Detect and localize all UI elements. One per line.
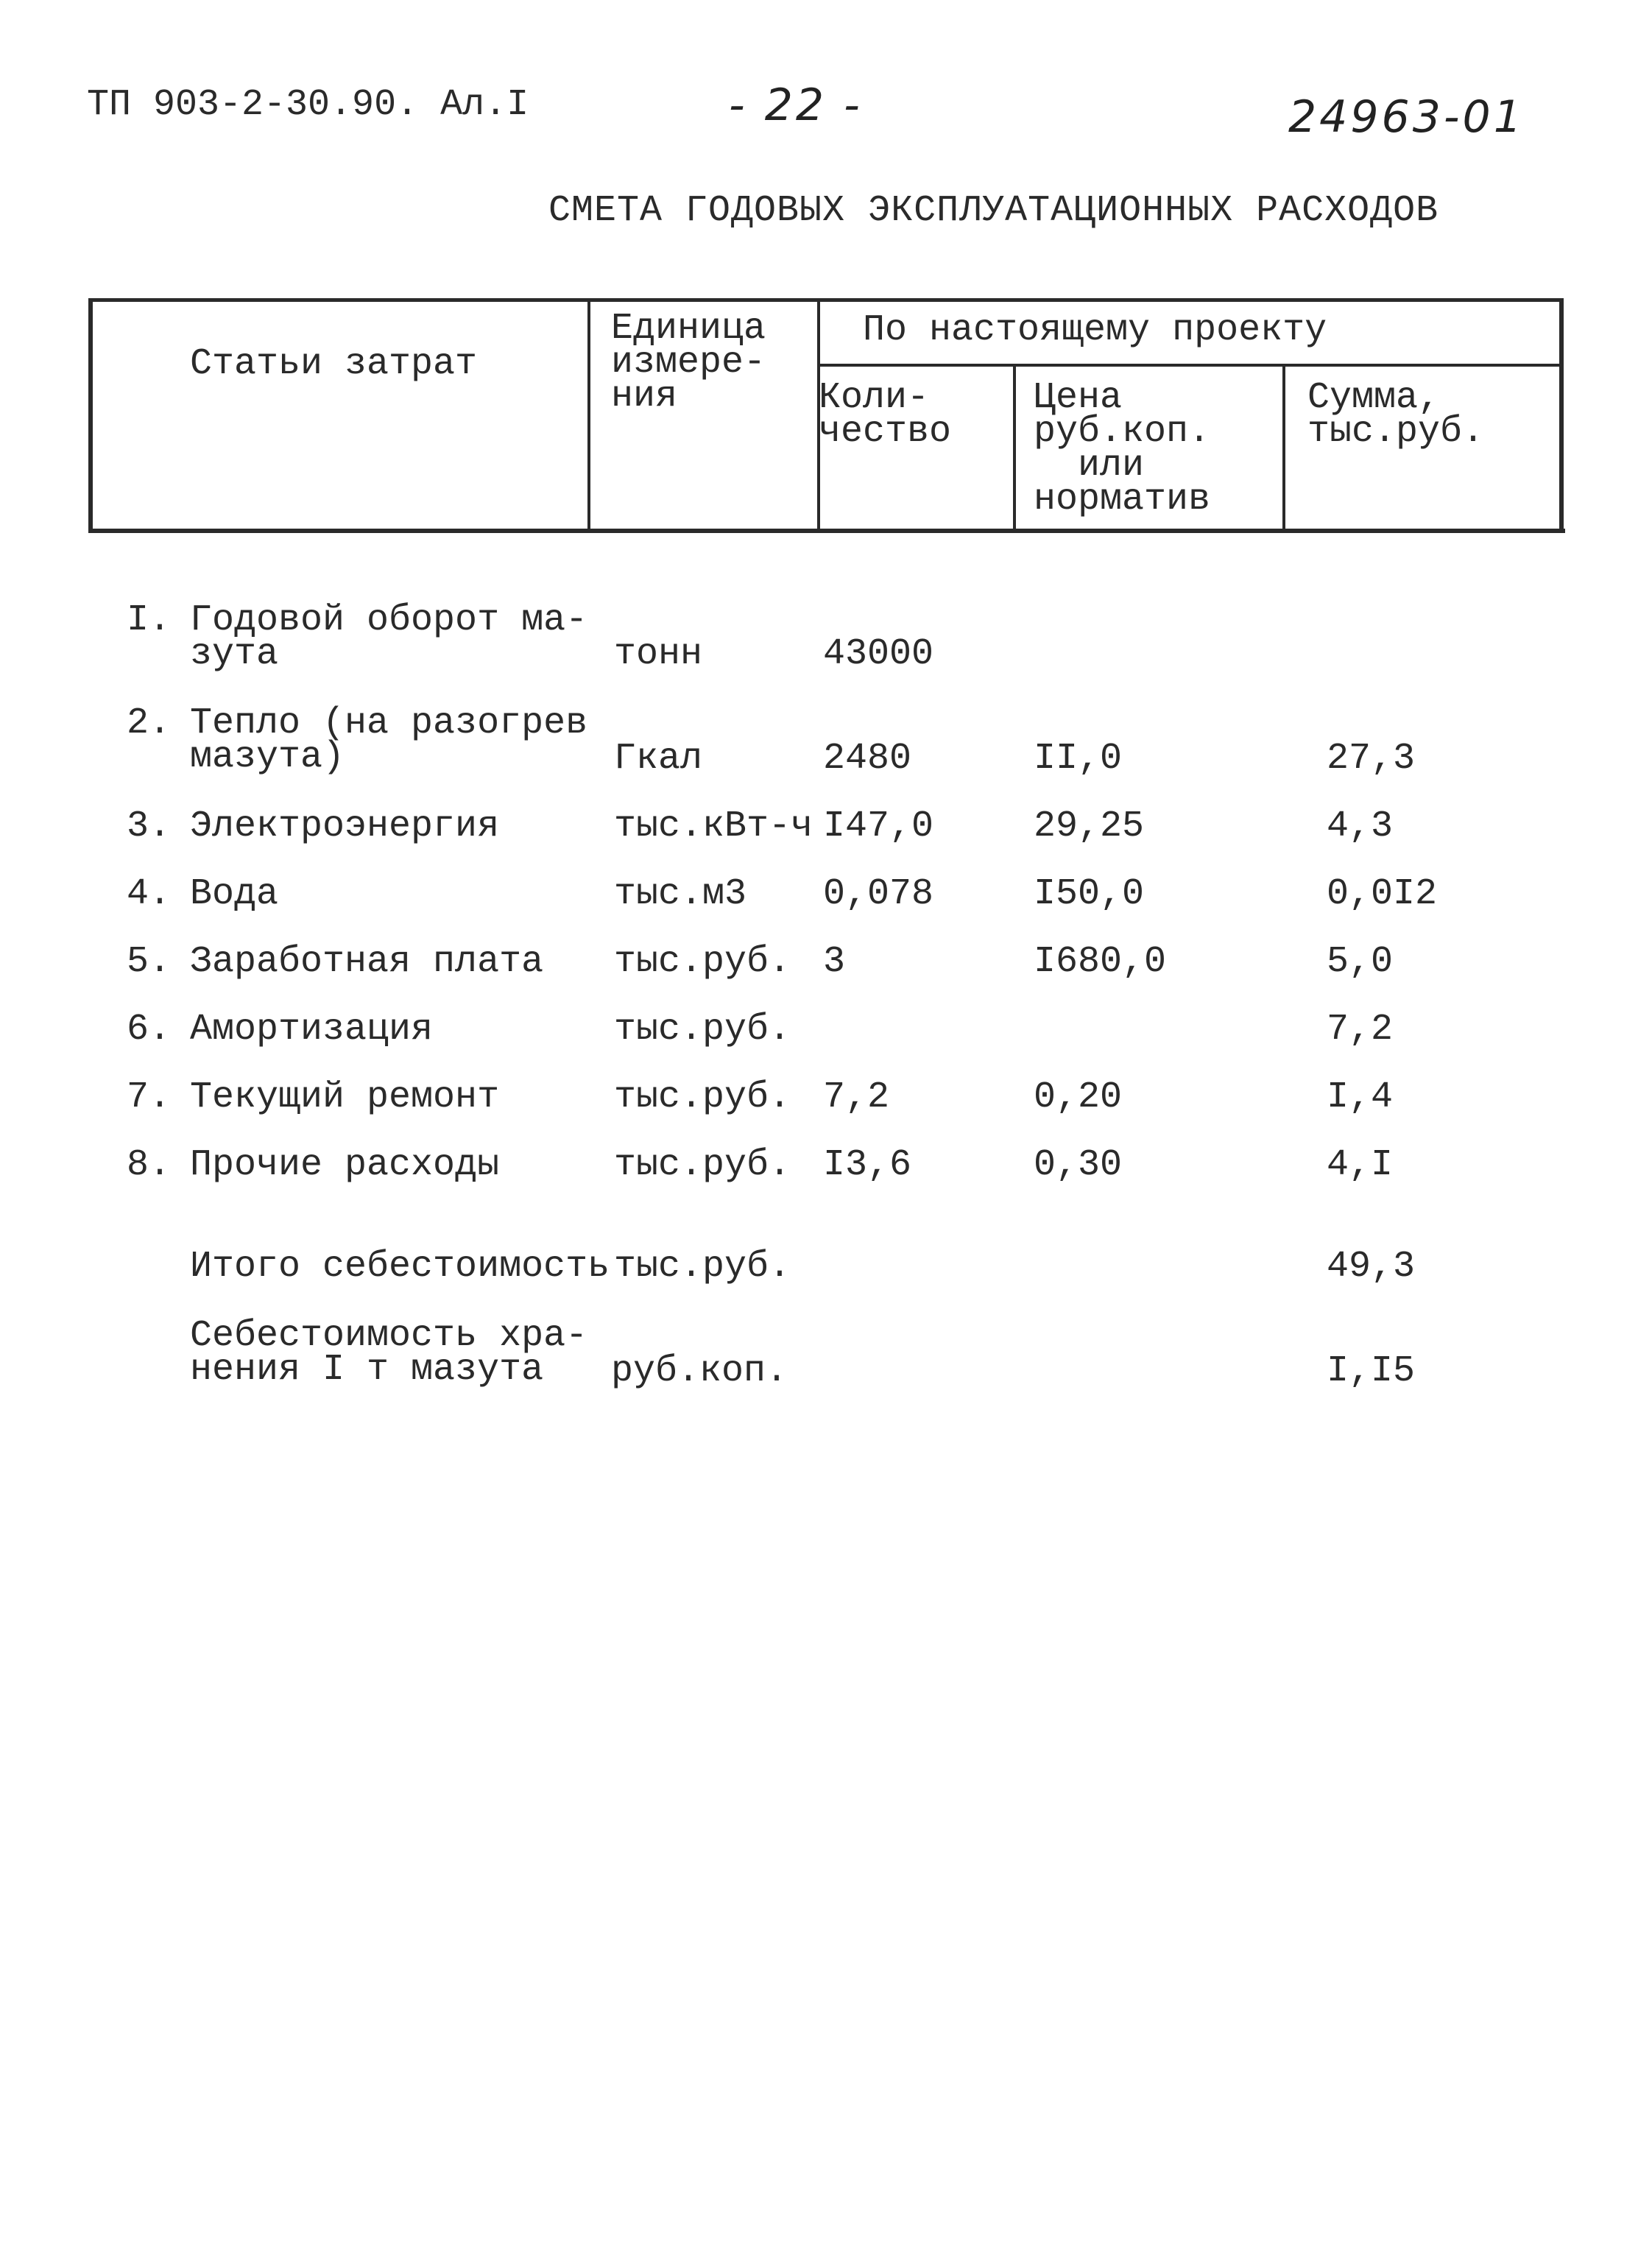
header-sum-line-1: Сумма,: [1307, 377, 1441, 419]
total-name-line-1: Себестоимость хра-: [190, 1315, 588, 1357]
row-name-line-2: мазута): [190, 736, 345, 778]
row-qty: I3,6: [823, 1144, 912, 1186]
row-number: 5.: [127, 941, 172, 983]
row-price: I680,0: [1034, 941, 1167, 983]
row-unit: тыс.руб.: [614, 1076, 791, 1118]
row-qty: I47,0: [823, 805, 934, 847]
row-unit: тыс.м3: [614, 873, 747, 915]
row-number: 6.: [127, 1009, 172, 1051]
row-number: 3.: [127, 805, 172, 847]
inventory-number: 24963-01: [1288, 91, 1525, 143]
row-sum: 4,3: [1327, 805, 1394, 847]
row-name-line-1: Тепло (на разогрев: [190, 702, 588, 744]
row-name-line-1: Текущий ремонт: [190, 1076, 500, 1118]
total-unit: тыс.руб.: [614, 1246, 791, 1288]
row-price: 0,20: [1034, 1076, 1123, 1118]
table-border-top: [88, 298, 1562, 302]
row-unit: тыс.руб.: [614, 1144, 791, 1186]
row-sum: 27,3: [1327, 738, 1416, 780]
table-divider-sum: [1282, 365, 1285, 531]
document-code: ТП 903-2-30.90. Ал.I: [87, 84, 529, 126]
row-unit: тонн: [614, 633, 703, 675]
row-name-line-1: Амортизация: [190, 1009, 434, 1051]
row-qty: 0,078: [823, 873, 934, 915]
total-name-line-1: Итого себестоимость: [190, 1246, 610, 1288]
row-sum: 7,2: [1327, 1009, 1394, 1051]
header-price-line-3: или: [1078, 445, 1145, 487]
row-name-line-1: Вода: [190, 873, 279, 915]
header-qty-line-2: чество: [819, 411, 952, 453]
row-qty: 43000: [823, 633, 934, 675]
row-price: 29,25: [1034, 805, 1145, 847]
table-border-right: [1559, 298, 1564, 533]
row-name-line-1: Электроэнергия: [190, 805, 500, 847]
header-project-group: По настоящему проекту: [863, 309, 1327, 351]
total-name-line-2: нения I т мазута: [190, 1349, 544, 1391]
row-price: II,0: [1034, 738, 1123, 780]
table-divider-price: [1013, 365, 1016, 531]
header-unit-line-2: измере-: [611, 342, 766, 384]
header-unit-line-3: ния: [611, 375, 678, 417]
header-price-line-2: руб.коп.: [1034, 411, 1211, 453]
row-name-line-1: Прочие расходы: [190, 1144, 500, 1186]
row-qty: 2480: [823, 738, 912, 780]
row-unit: Гкал: [614, 738, 703, 780]
total-sum: 49,3: [1327, 1246, 1416, 1288]
row-number: I.: [127, 599, 172, 641]
header-price-line-1: Цена: [1034, 377, 1123, 419]
table-divider-unit: [587, 298, 590, 531]
table-border-left: [88, 298, 93, 533]
row-qty: 7,2: [823, 1076, 890, 1118]
row-number: 4.: [127, 873, 172, 915]
row-unit: тыс.руб.: [614, 941, 791, 983]
table-divider-group: [819, 364, 1561, 367]
row-price: I50,0: [1034, 873, 1145, 915]
header-price-line-4: норматив: [1034, 479, 1211, 521]
row-price: 0,30: [1034, 1144, 1123, 1186]
total-unit: руб.коп.: [611, 1350, 788, 1392]
row-sum: 0,0I2: [1327, 873, 1438, 915]
row-number: 2.: [127, 702, 172, 744]
page-number: - 22 -: [729, 80, 863, 131]
header-qty-line-1: Коли-: [819, 377, 930, 419]
header-unit-line-1: Единица: [611, 308, 766, 350]
row-unit: тыс.руб.: [614, 1009, 791, 1051]
row-sum: 4,I: [1327, 1144, 1394, 1186]
row-number: 7.: [127, 1076, 172, 1118]
header-sum-line-2: тыс.руб.: [1307, 411, 1485, 453]
total-sum: I,I5: [1327, 1350, 1416, 1392]
row-name-line-1: Годовой оборот ма-: [190, 599, 588, 641]
page-title: СМЕТА ГОДОВЫХ ЭКСПЛУАТАЦИОННЫХ РАСХОДОВ: [548, 190, 1439, 232]
row-name-line-1: Заработная плата: [190, 941, 544, 983]
header-cost-items: Статьи затрат: [190, 343, 478, 385]
row-number: 8.: [127, 1144, 172, 1186]
row-sum: I,4: [1327, 1076, 1394, 1118]
row-unit: тыс.кВт-ч: [614, 805, 813, 847]
row-name-line-2: зута: [190, 633, 279, 675]
row-sum: 5,0: [1327, 941, 1394, 983]
row-qty: 3: [823, 941, 846, 983]
table-border-bottom: [88, 529, 1565, 533]
